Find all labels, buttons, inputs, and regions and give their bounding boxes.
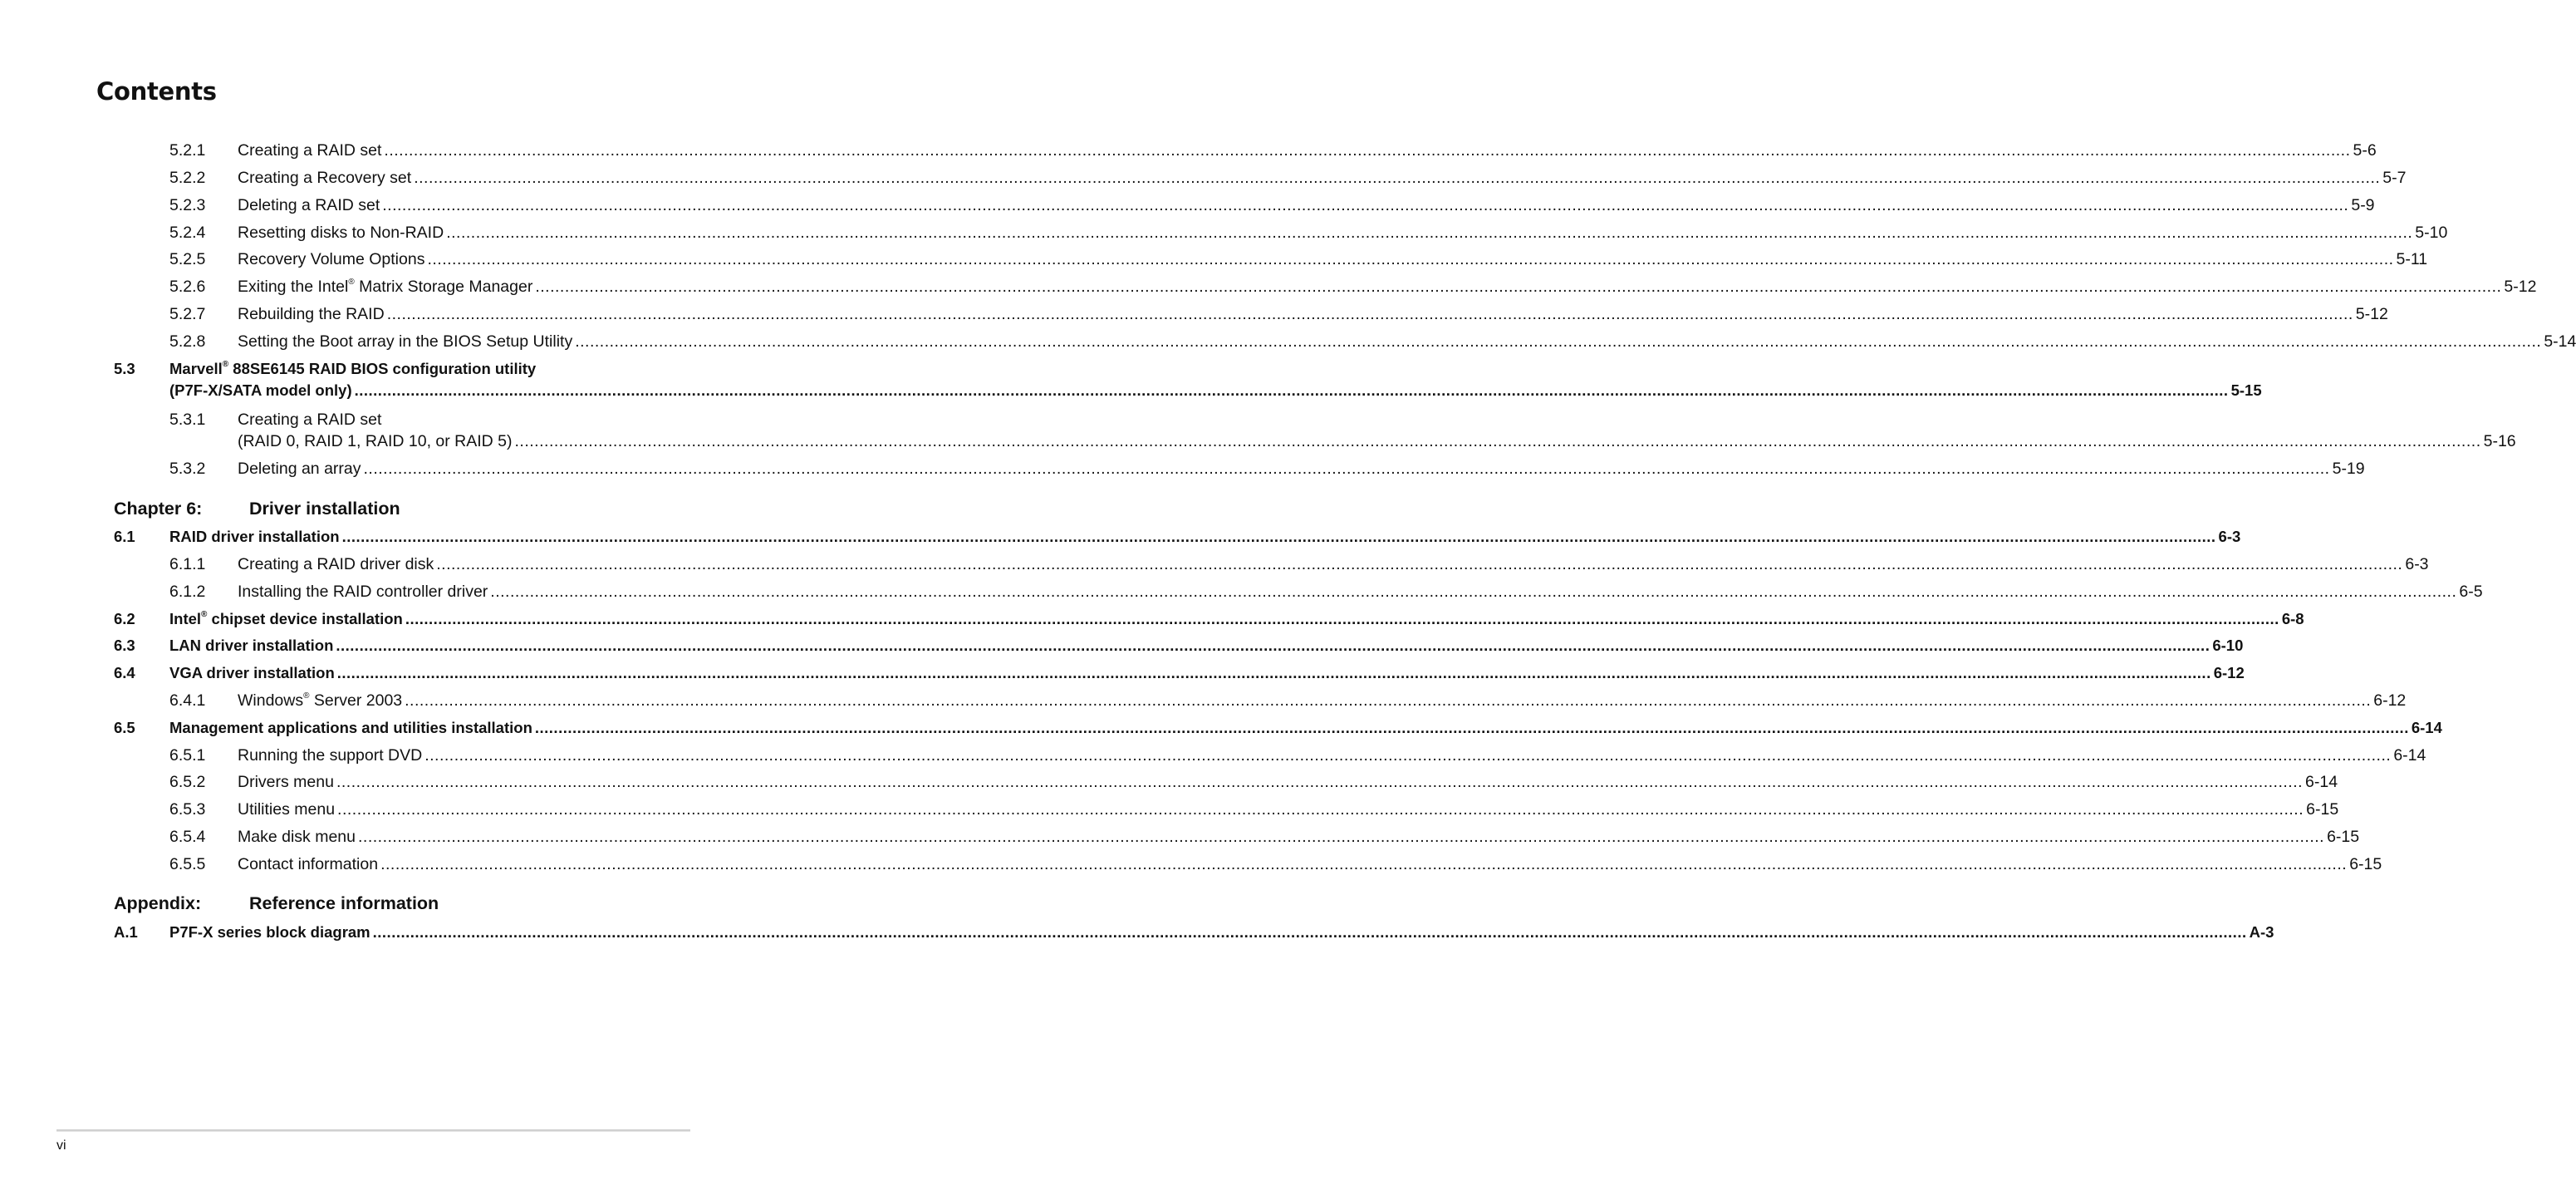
entry-title: Setting the Boot array in the BIOS Setup Utility (238, 332, 573, 351)
entry-number: 6.3 (114, 637, 135, 654)
entry-line (238, 278, 2537, 297)
entry-page-number: 5-9 (2351, 196, 2375, 214)
entry-number: 6.5.5 (169, 855, 206, 873)
dot-leader: ................................................................................................................................................................................................................................................................................................................................................................................................................ (337, 800, 2304, 819)
entry-line (238, 169, 2407, 188)
dot-leader: ................................................................................................................................................................................................................................................................................................................................................................................................................ (341, 528, 2216, 545)
entry-page-number: 6-15 (2349, 855, 2382, 873)
entry-number: 5.2.6 (169, 278, 206, 296)
entry-number: 5.3.2 (169, 460, 206, 478)
entry-title: Drivers menu (238, 773, 334, 791)
dot-leader: ................................................................................................................................................................................................................................................................................................................................................................................................................ (514, 432, 2481, 450)
entry-page-number: 6-14 (2411, 719, 2442, 736)
entry-number: 5.3.1 (169, 411, 206, 429)
entry-page-number: 6-14 (2305, 773, 2338, 791)
dot-leader: ................................................................................................................................................................................................................................................................................................................................................................................................................ (414, 169, 2381, 187)
entry-line (238, 250, 2428, 269)
entry-line (238, 555, 2429, 574)
entry-number: 6.1.2 (169, 583, 206, 601)
entry-title: Utilities menu (238, 800, 336, 819)
entry-number: 5.2.5 (169, 250, 206, 268)
chapter-label: Chapter 6: (114, 499, 203, 519)
entry-page-number: 6-15 (2327, 828, 2360, 846)
entry-number: 5.2.3 (169, 196, 206, 214)
entry-line (238, 224, 2448, 243)
entry-number: 6.5.3 (169, 800, 206, 819)
entry-line (238, 141, 2377, 160)
entry-line (238, 432, 2516, 451)
entry-line (238, 800, 2339, 819)
page-title: Contents (96, 77, 217, 106)
entry-page-number: 5-12 (2355, 305, 2388, 323)
chapter-title: Driver installation (249, 499, 400, 519)
entry-line (169, 528, 2241, 546)
entry-page-number: 5-6 (2353, 141, 2377, 160)
entry-page-number: 6-3 (2218, 528, 2241, 545)
dot-leader: ................................................................................................................................................................................................................................................................................................................................................................................................................ (336, 637, 2210, 654)
dot-leader: ................................................................................................................................................................................................................................................................................................................................................................................................................ (427, 250, 2394, 268)
dot-leader: ................................................................................................................................................................................................................................................................................................................................................................................................................ (490, 583, 2457, 601)
registered-mark: ® (348, 278, 355, 287)
entry-title: Creating a RAID set (238, 141, 382, 160)
entry-line (238, 746, 2426, 765)
entry-title-continued: 88SE6145 RAID BIOS configuration utility (228, 360, 537, 377)
entry-number: 6.1 (114, 528, 135, 545)
entry-title: VGA driver installation (169, 664, 335, 681)
entry-number: 6.5.4 (169, 828, 206, 846)
dot-leader: ................................................................................................................................................................................................................................................................................................................................................................................................................ (535, 278, 2502, 296)
registered-mark: ® (222, 360, 229, 369)
entry-number: A.1 (114, 923, 138, 941)
entry-title: Rebuilding the RAID (238, 305, 385, 323)
entry-line (238, 855, 2382, 874)
entry-number: 6.2 (114, 610, 135, 627)
entry-line (169, 381, 2262, 400)
entry-title: Running the support DVD (238, 746, 423, 765)
entry-title-line1 (169, 360, 536, 378)
entry-title: Management applications and utilities installation (169, 719, 532, 736)
entry-page-number: 6-15 (2306, 800, 2339, 819)
entry-page-number: 5-14 (2544, 332, 2576, 351)
entry-line (238, 691, 2407, 711)
entry-number: 6.5.1 (169, 746, 206, 765)
entry-title: Marvell (169, 360, 223, 377)
entry-number: 6.5.2 (169, 773, 206, 791)
dot-leader: ................................................................................................................................................................................................................................................................................................................................................................................................................ (405, 691, 2372, 710)
entry-title: LAN driver installation (169, 637, 334, 654)
entry-title-line2: (RAID 0, RAID 1, RAID 10, or RAID 5) (238, 432, 513, 450)
entry-title: Creating a RAID driver disk (238, 555, 434, 573)
dot-leader: ................................................................................................................................................................................................................................................................................................................................................................................................................ (380, 855, 2348, 873)
entry-title-line1 (238, 411, 381, 430)
entry-title: Deleting an array (238, 460, 361, 478)
entry-title: Intel (169, 610, 202, 627)
dot-leader: ................................................................................................................................................................................................................................................................................................................................................................................................................ (446, 224, 2413, 242)
entry-number: 6.1.1 (169, 555, 206, 573)
entry-title: Creating a Recovery set (238, 169, 412, 187)
entry-line (169, 664, 2245, 682)
entry-page-number: 5-7 (2382, 169, 2407, 187)
entry-page-number: 6-5 (2459, 583, 2483, 601)
entry-line (238, 196, 2375, 215)
entry-page-number: 6-12 (2213, 664, 2245, 681)
entry-line (169, 719, 2442, 737)
dot-leader: ................................................................................................................................................................................................................................................................................................................................................................................................................ (575, 332, 2542, 351)
dot-leader: ................................................................................................................................................................................................................................................................................................................................................................................................................ (424, 746, 2392, 765)
entry-title: Recovery Volume Options (238, 250, 425, 268)
dot-leader: ................................................................................................................................................................................................................................................................................................................................................................................................................ (357, 828, 2325, 846)
entry-line (238, 305, 2388, 324)
entry-title-continued: Matrix Storage Manager (354, 278, 533, 296)
entry-title-continued: chipset device installation (207, 610, 403, 627)
entry-page-number: 6-8 (2281, 610, 2304, 627)
entry-title: Windows (238, 691, 304, 710)
entry-title-line2: (P7F-X/SATA model only) (169, 381, 352, 399)
dot-leader: ................................................................................................................................................................................................................................................................................................................................................................................................................ (363, 460, 2330, 478)
entry-number: 5.2.7 (169, 305, 206, 323)
dot-leader: ................................................................................................................................................................................................................................................................................................................................................................................................................ (382, 196, 2349, 214)
entry-page-number: 5-15 (2230, 381, 2262, 399)
entry-number: 5.2.8 (169, 332, 206, 351)
entry-title: Exiting the Intel (238, 278, 349, 296)
entry-page-number: 6-3 (2405, 555, 2429, 573)
dot-leader: ................................................................................................................................................................................................................................................................................................................................................................................................................ (405, 610, 2279, 627)
entry-page-number: 5-16 (2483, 432, 2516, 450)
footer-page-number: vi (56, 1138, 66, 1153)
footer-divider (56, 1129, 690, 1132)
entry-line (238, 460, 2365, 479)
chapter-title: Reference information (249, 893, 439, 913)
entry-line (169, 923, 2274, 942)
entry-line (238, 332, 2576, 352)
entry-page-number: 6-12 (2373, 691, 2407, 710)
entry-number: 6.4.1 (169, 691, 206, 710)
entry-page-number: 6-10 (2212, 637, 2244, 654)
registered-mark: ® (201, 610, 208, 619)
chapter-label: Appendix: (114, 893, 202, 913)
dot-leader: ................................................................................................................................................................................................................................................................................................................................................................................................................ (386, 305, 2353, 323)
entry-title: RAID driver installation (169, 528, 340, 545)
entry-title: Contact information (238, 855, 379, 873)
entry-page-number: 5-11 (2396, 250, 2428, 268)
entry-title: Deleting a RAID set (238, 196, 380, 214)
entry-title: Resetting disks to Non-RAID (238, 224, 444, 242)
dot-leader: ................................................................................................................................................................................................................................................................................................................................................................................................................ (384, 141, 2351, 160)
entry-line (238, 828, 2360, 847)
entry-title: Installing the RAID controller driver (238, 583, 488, 601)
dot-leader: ................................................................................................................................................................................................................................................................................................................................................................................................................ (372, 923, 2247, 941)
entry-number: 5.2.2 (169, 169, 206, 187)
entry-line (238, 583, 2483, 602)
entry-title: Creating a RAID set (238, 411, 382, 429)
entry-number: 6.4 (114, 664, 135, 681)
entry-page-number: 5-10 (2415, 224, 2448, 242)
dot-leader: ................................................................................................................................................................................................................................................................................................................................................................................................................ (354, 381, 2229, 399)
entry-line (169, 610, 2304, 628)
dot-leader: ................................................................................................................................................................................................................................................................................................................................................................................................................ (336, 664, 2211, 681)
entry-page-number: 6-14 (2393, 746, 2426, 765)
entry-page-number: A-3 (2249, 923, 2274, 941)
entry-number: 5.2.1 (169, 141, 206, 160)
entry-number: 5.3 (114, 360, 135, 377)
entry-title: P7F-X series block diagram (169, 923, 370, 941)
entry-page-number: 5-19 (2332, 460, 2365, 478)
entry-title-continued: Server 2003 (309, 691, 403, 710)
dot-leader: ................................................................................................................................................................................................................................................................................................................................................................................................................ (534, 719, 2409, 736)
entry-number: 5.2.4 (169, 224, 206, 242)
dot-leader: ................................................................................................................................................................................................................................................................................................................................................................................................................ (336, 773, 2304, 791)
entry-number: 6.5 (114, 719, 135, 736)
entry-line (238, 773, 2338, 792)
entry-title: Make disk menu (238, 828, 356, 846)
entry-line (169, 637, 2244, 655)
registered-mark: ® (303, 691, 310, 701)
dot-leader: ................................................................................................................................................................................................................................................................................................................................................................................................................ (436, 555, 2403, 573)
entry-page-number: 5-12 (2504, 278, 2537, 296)
